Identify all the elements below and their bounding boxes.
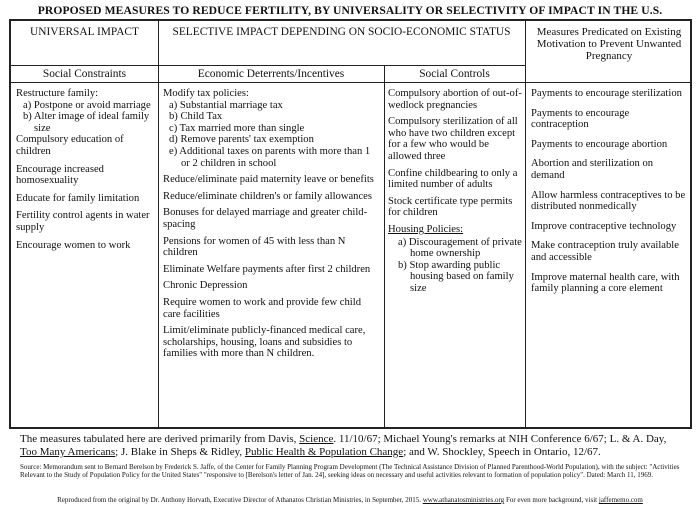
athanatos-link[interactable]: www.athanatosministries.org	[422, 496, 505, 504]
list-item: Educate for family limitation	[16, 192, 140, 204]
header-universal-impact: UNIVERSAL IMPACT	[30, 26, 139, 38]
reproduction-note	[0, 496, 700, 504]
list-item: Encourage women to work	[16, 239, 131, 251]
reproduction-text: For even more background, visit	[505, 496, 598, 504]
social-constraints-column	[16, 88, 154, 256]
list-item: Reduce/eliminate children's or family allowances	[163, 190, 372, 202]
measures-table	[9, 19, 692, 429]
restructure-family: Restructure family:	[16, 88, 99, 99]
reproduction-text: Reproduced from the original by Dr. Anthony Horvath, Executive Director of Athanatos Christian Ministries, in September, 2015.	[57, 496, 421, 504]
list-item: Improve contraceptive technology	[531, 220, 677, 232]
source-note: Source: Memorandum sent to Bernard Berelson by Frederick S. Jaffe, of the Center for Family Planning Program Development (The Technical Assistance Division of Planned Parenthood-World Population), with the subject: "Activities Relevant to the Study of Population Policy for the United States" "responsive to [Berelson's letter of Jan. 24], seeking ideas on necessary and useful activities relevant to formation of population policy". Dated: March 11, 1969.	[20, 463, 680, 480]
list-item: Bonuses for delayed marriage and greater child-spacing	[163, 207, 368, 230]
list-item: Compulsory sterilization of all who have two children except for a few who would be allowed three	[388, 116, 518, 162]
list-item: Make contraception truly available and accessible	[531, 240, 679, 263]
housing-policies-heading: Housing Policies:	[388, 223, 464, 235]
list-item: Eliminate Welfare payments after first 2 children	[163, 263, 371, 275]
existing-motivation-column	[531, 88, 687, 300]
footnote-text: The measures tabulated here are derived primarily from Davis,	[20, 433, 297, 445]
row-divider	[11, 65, 525, 66]
header-economic-deterrents: Economic Deterrents/Incentives	[197, 68, 345, 80]
list-item: Stock certificate type permits for children	[388, 195, 513, 219]
list-item: Allow harmless contraceptives to be distributed nonmedically	[531, 189, 686, 213]
list-item: Require women to work and provide few child care facilities	[163, 296, 361, 320]
footnote-text: ; and W. Shockley, Speech in Ontario, 12/67.	[403, 445, 601, 458]
footnote-citation: Science	[299, 433, 334, 445]
list-item: Reduce/eliminate paid maternity leave or benefits	[163, 174, 374, 186]
derivation-footnote	[20, 433, 685, 458]
list-item: Pensions for women of 45 with less than N children	[163, 235, 346, 259]
footnote-citation: Public Health & Population Change	[244, 445, 404, 458]
housing-item: a) Discouragement of private home ownership	[398, 236, 522, 260]
list-item: Payments to encourage abortion	[531, 138, 668, 150]
tax-item: b) Child Tax	[169, 111, 223, 123]
header-social-controls: Social Controls	[419, 68, 490, 80]
list-item: Abortion and sterilization on demand	[531, 158, 654, 181]
header-selective-impact: SELECTIVE IMPACT DEPENDING ON SOCIO-ECONOMIC STATUS	[172, 26, 511, 38]
footnote-text: . 11/10/67; Michael Young's remarks at NIH Conference 6/67; L. & A. Day,	[333, 433, 667, 445]
row-divider	[11, 82, 690, 83]
tax-item: c) Tax married more than single	[169, 122, 305, 134]
list-item: Improve maternal health care, with family planning a core element	[531, 271, 680, 295]
list-item: Compulsory abortion of out-of-wedlock pregnancies	[388, 88, 522, 111]
restructure-item: b) Alter image of ideal family size	[23, 111, 150, 134]
tax-policies-heading: Modify tax policies:	[163, 88, 249, 99]
economic-deterrents-column	[163, 88, 381, 365]
footnote-citation: Too Many Americans	[20, 445, 116, 458]
tax-item: d) Remove parents' tax exemption	[169, 134, 314, 146]
jaffememo-link[interactable]: jaffememo.com	[598, 496, 643, 504]
list-item: Confine childbearing to only a limited number of adults	[388, 167, 518, 191]
tax-item: e) Additional taxes on parents with more than 1 or 2 children in school	[169, 145, 371, 169]
list-item: Chronic Depression	[163, 280, 248, 292]
column-divider	[384, 65, 385, 427]
list-item: Fertility control agents in water supply	[16, 210, 150, 233]
document-title: PROPOSED MEASURES TO REDUCE FERTILITY, BY UNIVERSALITY OR SELECTIVITY OF IMPACT IN THE U.S.	[37, 4, 663, 17]
list-item: Payments to encourage sterilization	[531, 88, 682, 99]
social-controls-column	[388, 88, 522, 295]
list-item: Compulsory education of children	[16, 134, 124, 157]
list-item: Encourage increased homosexuality	[16, 163, 104, 187]
list-item: Limit/eliminate publicly-financed medical care, scholarships, housing, loans and subsidies to families with more than N children.	[163, 325, 366, 360]
tax-item: a) Substantial marriage tax	[169, 99, 283, 111]
housing-item: b) Stop awarding public housing based on family size	[398, 259, 514, 294]
header-existing-motivation: Measures Predicated on Existing Motivation to Prevent Unwanted Pregnancy	[536, 26, 682, 62]
list-item: Payments to encourage contraception	[531, 107, 630, 131]
footnote-text: ; J. Blake in Sheps & Ridley,	[115, 445, 243, 458]
header-social-constraints: Social Constraints	[42, 68, 127, 80]
restructure-item: a) Postpone or avoid marriage	[23, 99, 151, 111]
